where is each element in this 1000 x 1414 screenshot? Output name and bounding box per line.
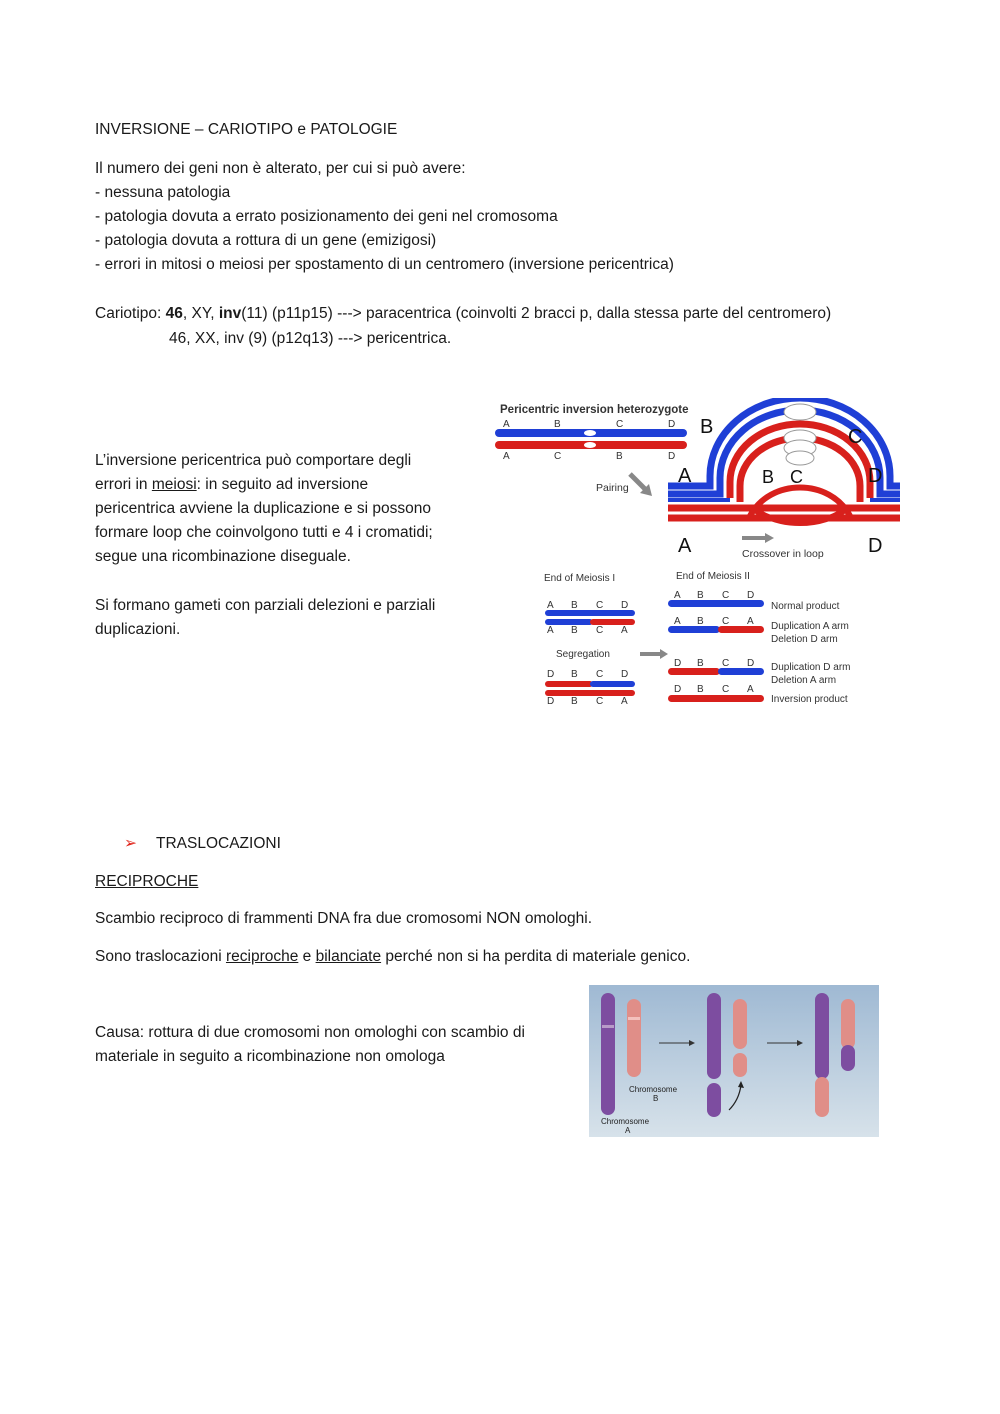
gene-label: B (697, 616, 704, 627)
karyotype-number: 46 (165, 305, 183, 322)
gene-label: A (547, 625, 554, 636)
gene-label: C (722, 658, 730, 669)
karyotype-label: Cariotipo: (95, 305, 166, 322)
pericentric-text: segue una ricombinazione diseguale. (95, 548, 351, 565)
derivative-b (841, 999, 855, 1049)
loop-letter: C (848, 426, 863, 448)
arrow-head (660, 649, 668, 659)
intro-item: - patologia dovuta a errato posizionamento dei geni nel cromosoma (95, 208, 558, 225)
chromosome-a-fragment (707, 1083, 721, 1117)
gene-label: A (547, 600, 554, 611)
chrom-b-label: Chromosome (629, 1085, 678, 1094)
gene-label: B (697, 658, 704, 669)
gene-label: A (503, 451, 510, 462)
text-fragment: : in seguito ad inversione (196, 476, 369, 493)
gene-label: B (571, 696, 578, 707)
gene-label: B (616, 451, 623, 462)
product-label: Duplication A arm (771, 621, 849, 632)
translocation-illustration (589, 985, 879, 1137)
chromatid (668, 668, 720, 675)
cause-text: materiale in seguito a ricombinazione non omologa (95, 1048, 445, 1065)
pairing-label: Pairing (596, 482, 629, 494)
gene-label: D (674, 658, 682, 669)
loop-letter: A (678, 465, 692, 487)
gene-label: D (547, 669, 555, 680)
gene-label: A (747, 616, 754, 627)
centromere (628, 1017, 640, 1020)
translocations-heading: TRASLOCAZIONI (156, 835, 281, 852)
end-meiosis-2-label: End of Meiosis II (676, 571, 750, 582)
section-title: INVERSIONE – CARIOTIPO e PATOLOGIE (95, 121, 398, 138)
loop-letter: B (700, 416, 714, 438)
reciproche-underlined: reciproche (225, 948, 299, 965)
product-label: Deletion A arm (771, 675, 837, 686)
intro-lead: Il numero dei geni non è alterato, per cui si può avere: (95, 160, 466, 177)
diagram-title: Pericentric inversion heterozygote (500, 404, 689, 416)
gene-label: B (571, 625, 578, 636)
pericentric-text: formare loop che coinvolgono tutti e 4 i cromatidi; (95, 524, 433, 541)
product-label: Normal product (771, 601, 840, 612)
loop-letter: A (678, 535, 692, 557)
karyotype-example-1 (95, 302, 831, 326)
chromosome-b (627, 999, 641, 1077)
bilanciate-underlined: bilanciate (315, 948, 382, 965)
gene-label: A (503, 419, 510, 430)
gene-label: D (547, 696, 555, 707)
arrow-head (765, 533, 774, 543)
pairing-arrow (630, 474, 646, 490)
crossover-label: Crossover in loop (742, 548, 824, 560)
intro-item: - errori in mitosi o meiosi per spostamento di un centromero (inversione pericentrica) (95, 256, 674, 273)
intro-item: - nessuna patologia (95, 184, 231, 201)
reciprocal-subheading (95, 870, 198, 894)
chromatid (718, 626, 764, 633)
text-fragment: perché non si ha perdita di materiale genico. (381, 948, 691, 965)
gene-label: C (596, 625, 604, 636)
text-fragment: e (298, 948, 316, 965)
gene-label: C (722, 590, 730, 601)
derivative-a (815, 1077, 829, 1117)
translocation-balanced (95, 945, 690, 969)
chromosome-a-fragment (707, 993, 721, 1079)
end-meiosis-1-label: End of Meiosis I (544, 573, 616, 584)
loop-letter: D (868, 465, 883, 487)
chrom-b-label: B (653, 1094, 659, 1103)
gene-label: A (621, 625, 628, 636)
karyotype-detail: (11) (p11p15) ---> paracentrica (coinvolti 2 bracci p, dalla stessa parte del centromero) (241, 305, 832, 322)
loop-letter: B (762, 467, 775, 487)
gene-label: C (596, 600, 604, 611)
gene-label: C (722, 684, 730, 695)
centromere (584, 430, 596, 436)
text-fragment: errori in (95, 476, 152, 493)
gene-label: D (674, 684, 682, 695)
chromatid (668, 695, 764, 702)
gametes-text: Si formano gameti con parziali delezioni e parziali (95, 597, 436, 614)
chromosome-b-fragment (733, 1053, 747, 1077)
gene-label: B (697, 590, 704, 601)
gene-label: C (596, 669, 604, 680)
derivative-b (841, 1045, 855, 1071)
gene-label: A (747, 684, 754, 695)
gene-label: D (668, 419, 676, 430)
gene-label: B (554, 419, 561, 430)
gene-label: C (554, 451, 562, 462)
meiosi-underlined: meiosi (151, 476, 197, 493)
loop-letter: C (790, 467, 803, 487)
chromosome-b-fragment (733, 999, 747, 1049)
gene-label: B (697, 684, 704, 695)
segregation-label: Segregation (556, 649, 610, 660)
chromatid (545, 681, 593, 687)
product-label: Duplication D arm (771, 662, 851, 673)
chromatid (668, 600, 764, 607)
translocation-definition: Scambio reciproco di frammenti DNA fra due cromosomi NON omologhi. (95, 910, 593, 927)
loop-letter: D (868, 535, 883, 557)
gene-label: C (722, 616, 730, 627)
product-label: Deletion D arm (771, 634, 838, 645)
gene-label: D (747, 658, 755, 669)
pericentric-text: L’inversione pericentrica può comportare degli (95, 452, 412, 469)
gene-label: D (621, 600, 629, 611)
gametes-text: duplicazioni. (95, 621, 181, 638)
karyotype-sex: , XY, (182, 305, 219, 322)
gene-label: C (596, 696, 604, 707)
gene-label: D (668, 451, 676, 462)
pericentric-text: pericentrica avviene la duplicazione e si possono (95, 500, 432, 517)
gene-label: B (571, 669, 578, 680)
gene-label: D (621, 669, 629, 680)
gene-label: D (747, 590, 755, 601)
text-fragment: Sono traslocazioni (95, 948, 226, 965)
gene-label: A (621, 696, 628, 707)
karyotype-example-2: 46, XX, inv (9) (p12q13) ---> pericentrica. (169, 330, 452, 347)
centromere (584, 442, 596, 448)
gene-label: C (616, 419, 624, 430)
chromatid (668, 626, 720, 633)
bullet-arrow-icon: ➢ (124, 835, 137, 852)
gene-label: A (674, 616, 681, 627)
pericentric-text (95, 473, 368, 497)
gene-label: B (571, 600, 578, 611)
product-label: Inversion product (771, 694, 848, 705)
chrom-a-label: A (625, 1126, 631, 1135)
cause-text: Causa: rottura di due cromosomi non omologhi con scambio di (95, 1024, 525, 1041)
chromatid (590, 681, 635, 687)
reciprocal-underlined: RECIPROCHE (95, 873, 199, 890)
chromosome-a (601, 993, 615, 1115)
karyotype-inv: inv (218, 305, 242, 322)
pericentric-inversion-diagram (490, 398, 910, 710)
chrom-a-label: Chromosome (601, 1117, 650, 1126)
centromere (602, 1025, 614, 1028)
gene-label: A (674, 590, 681, 601)
intro-item: - patologia dovuta a rottura di un gene (emizigosi) (95, 232, 437, 249)
derivative-a (815, 993, 829, 1079)
chromatid (718, 668, 764, 675)
